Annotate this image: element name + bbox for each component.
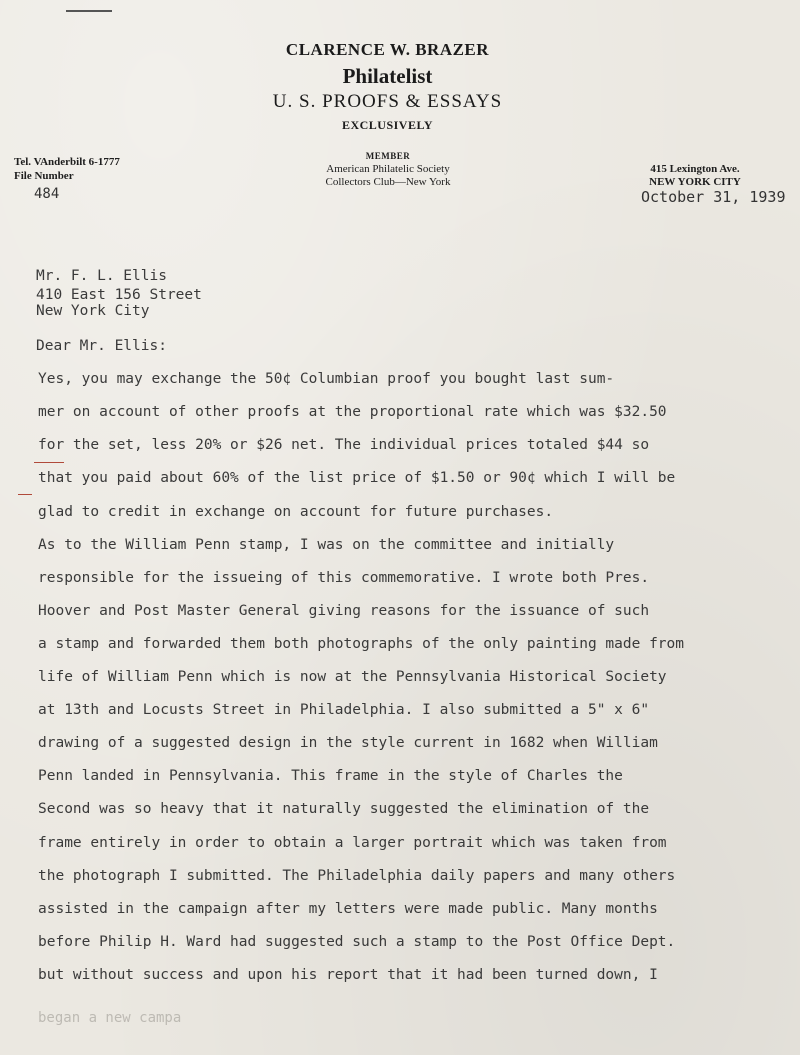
letterhead-name: CLARENCE W. BRAZER (285, 40, 490, 59)
letterhead-title: Philatelist (342, 64, 433, 88)
membership-heading: MEMBER (365, 151, 411, 161)
body-line: life of William Penn which is now at the Pennsylvania Historical Society (38, 669, 667, 685)
body-line: at 13th and Locusts Street in Philadelphia. I also submitted a 5" x 6" (38, 702, 650, 718)
membership-line-2: Collectors Club—New York (325, 176, 451, 188)
recipient-street: 410 East 156 Street (36, 287, 202, 303)
salutation: Dear Mr. Ellis: (36, 338, 167, 354)
address-city: NEW YORK CITY (649, 176, 741, 188)
body-line: mer on account of other proofs at the proportional rate which was $32.50 (38, 404, 667, 420)
phone-number: Tel. VAnderbilt 6-1777 (14, 156, 120, 168)
membership-block (288, 150, 488, 189)
recipient-city: New York City (36, 303, 150, 319)
letterhead (0, 40, 775, 133)
address-street: 415 Lexington Ave. (650, 163, 740, 175)
body-line: but without success and upon his report that it had been turned down, I (38, 967, 658, 983)
body-line: glad to credit in exchange on account for future purchases. (38, 504, 554, 520)
body-line: assisted in the campaign after my letters were made public. Many months (38, 901, 658, 917)
red-pen-mark (34, 462, 64, 463)
letter-date: October 31, 1939 (641, 188, 786, 206)
faint-offset-line: began a new campa (38, 1010, 182, 1026)
body-line: Penn landed in Pennsylvania. This frame in the style of Charles the (38, 768, 623, 784)
membership-line-1: American Philatelic Society (326, 163, 450, 175)
recipient-name: Mr. F. L. Ellis (36, 268, 167, 284)
body-line: a stamp and forwarded them both photographs of the only painting made from (38, 636, 685, 652)
red-pen-mark (18, 494, 32, 495)
body-line: Yes, you may exchange the 50¢ Columbian proof you bought last sum- (38, 371, 615, 387)
body-line: As to the William Penn stamp, I was on the committee and initially (38, 537, 615, 553)
letterhead-specialty: U. S. PROOFS & ESSAYS (272, 91, 503, 112)
body-line: for the set, less 20% or $26 net. The individual prices totaled $44 so (38, 437, 650, 453)
body-line: frame entirely in order to obtain a larger portrait which was taken from (38, 835, 667, 851)
body-line: drawing of a suggested design in the style current in 1682 when William (38, 735, 658, 751)
pencil-mark (66, 10, 112, 12)
body-line: before Philip H. Ward had suggested such a stamp to the Post Office Dept. (38, 934, 676, 950)
file-number-label: File Number (14, 170, 74, 182)
body-line: the photograph I submitted. The Philadelphia daily papers and many others (38, 868, 676, 884)
address-block (620, 163, 770, 189)
body-line: Second was so heavy that it naturally suggested the elimination of the (38, 801, 650, 817)
body-line: responsible for the issueing of this commemorative. I wrote both Pres. (38, 570, 650, 586)
file-number: 484 (34, 186, 60, 202)
phone-block (14, 155, 120, 183)
body-line: that you paid about 60% of the list price of $1.50 or 90¢ which I will be (38, 470, 676, 486)
letterhead-exclusive: EXCLUSIVELY (341, 118, 434, 132)
body-line: Hoover and Post Master General giving reasons for the issuance of such (38, 603, 650, 619)
